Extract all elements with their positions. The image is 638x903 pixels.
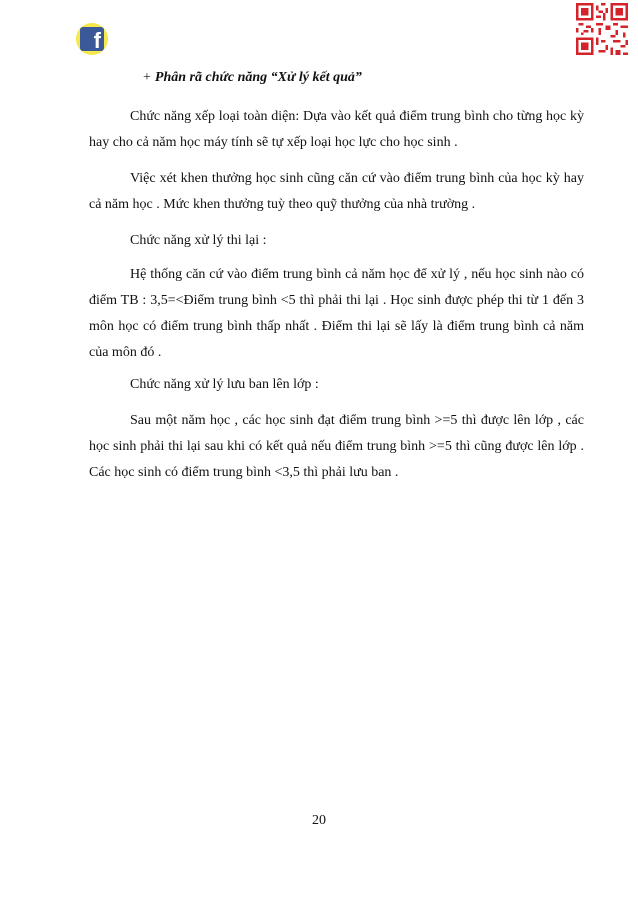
heading-bullet: + [143,70,151,85]
section-heading [143,70,362,86]
heading-title: Phân rã chức năng “Xử lý kết quả” [154,70,362,85]
facebook-icon[interactable]: f [76,23,108,55]
paragraph-promotion-rules: Sau một năm học , các học sinh đạt điểm trung bình >=5 thì được lên lớp , các học sinh phải thi lại sau khi có kết quả nếu điểm trung bình >=5 thì cũng được lên lớp . Các học sinh có điểm trung bình <3,5 thì phải lưu ban . [89,413,584,480]
paragraph-promotion-heading: Chức năng xử lý lưu ban lên lớp : [130,377,319,392]
page-number: 20 [312,813,326,828]
paragraph-rewards: Việc xét khen thưởng học sinh cũng căn cứ vào điểm trung bình của học kỳ hay cả năm học . Mức khen thưởng tuỳ theo quỹ thưởng của nhà trường . [89,171,584,212]
paragraph-retest-rules: Hệ thống căn cứ vào điểm trung bình cả năm học để xử lý , nếu học sinh nào có điểm TB : 3,5=<Điểm trung bình <5 thì phải thi lại . Học sinh được phép thi từ 1 đến 3 môn học có điểm trung bình thấp nhất . Điểm thi lại sẽ lấy là điểm trung bình cả năm của môn đó . [89,267,584,360]
paragraph-classification: Chức năng xếp loại toàn diện: Dựa vào kết quả điểm trung bình cho từng học kỳ hay cho cả năm học máy tính sẽ tự xếp loại học lực cho học sinh . [89,109,584,150]
paragraph-retest-heading: Chức năng xử lý thi lại : [130,233,267,248]
qr-code-icon [576,3,628,55]
